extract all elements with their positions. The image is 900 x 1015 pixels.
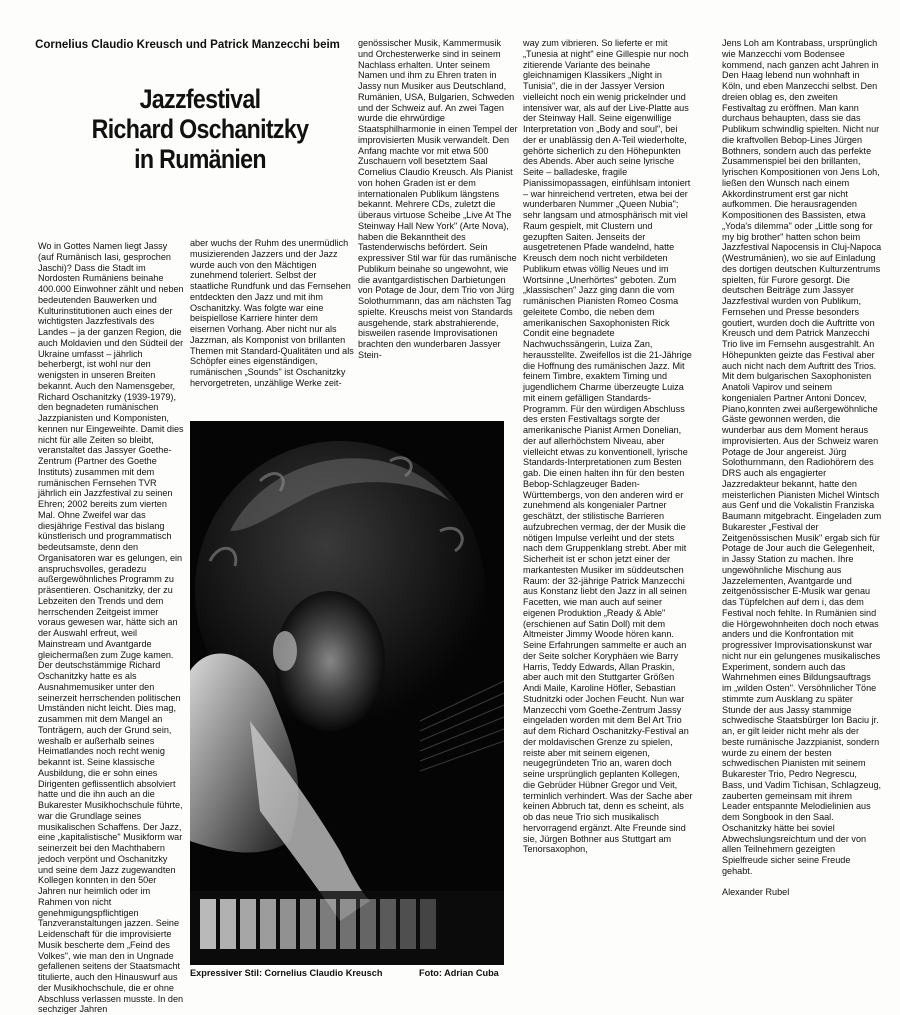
photo-credit: Foto: Adrian Cuba (419, 968, 499, 978)
photo-ear (273, 631, 297, 671)
article-column-1 (38, 241, 185, 1015)
author-signature: Alexander Rubel (722, 886, 790, 897)
headline-line: Richard Oschanitzky (91, 114, 309, 144)
paragraph: Wo in Gottes Namen liegt Jassy (auf Rumänisch Iasi, gesprochen Jaschi)? Dass die Stadt im Nordosten Rumäniens beinahe 400.000 Einwohner zählt und neben bedeutenden Bauwerken und Kulturinstitutionen auch eines der wichtigsten Jazzfestivals des Landes – ja der ganzen Region, die auch Moldavien und den Südteil der Ukraine umfasst – jährlich beherbergt, ist wohl nur den wenigsten in unseren Breiten bekannt. Auch den Namensgeber, Richard Oschanitzky (1939-1979), den begnadeten rumänischen Jazzpianisten und Komponisten, kennen nur Eingeweihte. Damit dies nicht für alle Zeiten so bleibt, veranstaltet das Jassyer Goethe-Zentrum (Partner des Goethe Instituts) zusammen mit dem rumänischen Fernsehen TVR jährlich ein Jazzfestival zu seinen Ehren; 2002 bereits zum vierten Mal. Ohne Zweifel war das diesjährige Festival das bislang künstlerisch und programmatisch bedeutsamste, denn den Organisatoren war es gelungen, ein anspruchsvolles, geradezu außergewöhnliches Programm zu präsentieren. Oschanitzky, der zu Lebzeiten den Trends und dem herrschenden Zeitgeist immer voraus gewesen war, hätte sich an der Auswahl erfreut, weil Mainstream und Avantgarde gleichermaßen zum Zuge kamen. Der deutschstämmige Richard Oschanitzky hatte es als Ausnahmemusiker unter den seinerzeit herrschenden politischen Umständen nicht leicht. Dies mag, zusammen mit dem Mangel an Tonträgern, auch der Grund sein, weshalb er außerhalb seines Heimatlandes noch recht wenig bekannt ist. Seine klassische Ausbildung, die er sohn eines Dirigenten geflissentlich absolviert hatte und die ihn auch an die Bukarester Musikhochschule führte, war die Grundlage seines musikalischen Schaffens. Der Jazz, eine „kapitalistische" Musikform war seinerzeit bei den Machthabern jedoch verpönt und Oschanitzky und seine dem Jazz zugewandten Kollegen konnten in den 50er Jahren nur heimlich oder im Rahmen von nicht genehmigungspflichtigen Tanzveranstaltungen jazzen. Seine Leidenschaft für die improvisierte Musik bescherte dem „Feind des Volkes", wie man den in Ungnade gefallenen seitens der Staatsmacht titulierte, auch den Hinauswurf aus der Musikhochschule, die er ohne Abschluss verlassen musste. In den sechziger Jahren (38, 241, 184, 1015)
paragraph: Jens Loh am Kontrabass, ursprünglich wie Manzecchi vom Bodensee kommend, nach ganzen acht Jahren in Den Haag lebend nun wohnhaft in Köln, und eben Manzecchi selbst. Den dreien oblag es, den zweiten Festivaltag zu eröffnen. Man kann durchaus behaupten, dass sie das Publikum schwindlig spielten. Nicht nur die kraftvollen Bebop-Lines Jürgen Bothners, sondern auch das perfekte Zusammenspiel bei den brillanten, lyrischen Kompositionen von Jens Loh, ließen den Wunsch nach einem Akkordinstrument erst gar nicht aufkommen. Die herausragenden Kompositionen des Bassisten, etwa „Yoda's dilemma" oder „Little song for my big brother" hatten schon beim Jazzfestival Napocensis in Cluj-Napoca (Westrumänien), wo sie auf Einladung des dortigen deutschen Kulturzentrums spielten, für Furore gesorgt. Die deutschen Beiträge zum Jassyer Jazzfestival wurden von Publikum, Fernsehen und Presse besonders goutiert, wurden doch die Auftritte von Kreusch und dem Patrick Manzecchi Trio live im Fernsehn ausgestrahlt. An Höhepunkten geizte das Festival aber auch nicht nach dem Auftritt des Trios. Mit dem bulgarischen Saxophonisten Anatoli Vapirov und seinem kongenialen Partner Antoni Doncev, Piano,konnten zwei außergewöhnliche Gäste gewonnen werden, die wunderbar aus dem Moment heraus improvisierten. Aus der Schweiz waren Potage de Jour angereist. Jürg Solothurnmann, den Radiohörern des DRS auch als engagierter Jazzredakteur bekannt, hatte den meisterlichen Pianisten Michel Wintsch aus Genf und die Vokalistin Franziska Baumann mitgebracht. Eingeladen zum Bukarester „Festival der Zeitgenössischen Musik" ergab sich für Potage de Jour auch die Gelegenheit, in Jassy Station zu machen. Ihre ungewöhnliche Mischung aus Jazzelementen, Avantgarde und zeitgenössischer E-Musik war genau das Tüpfelchen auf dem i, das dem Festival noch fehlte. In Rumänien sind die Hörgewohnheiten doch noch etwas anders und die Konfrontation mit progressiver Improvisationskunst war nicht nur ein gelungenes musikalisches Experiment, sondern auch das Wahrnehmen eines Bildungsauftrags im „wilden Osten". Versöhnlicher Töne stimmte zum Ausklang zu später Stunde der aus Jassy stammige schwedische Staatsbürger Ion Baciu jr. an, er gilt leider nicht mehr als der beste rumänische Jazzpianist, sondern wurde zu einem der besten schwedischen Pianisten mit seinem Bukarester Trio, Pedro Negrescu, Bass, und Vadim Tichisan, Schlagzeug, zauberten gemeinsam mit ihrem Leader entspannte Melodielinien aus dem Songbook in den Saal. Oschanitzky hätte bei soviel Abwechslungsreichtum und der von allen Teilnehmern gezeigten Spielfreude sicher seine Freude gehabt. (722, 38, 882, 876)
pianist-photo-image (190, 421, 504, 965)
paragraph: way zum vibrieren. So lieferte er mit „Tunesia at night" eine Gillespie nur noch zitierende Variante des beinahe gleichnamigen Klassikers „Night in Tunisia", die in der Jassyer Version vielleicht noch ein wenig prickelnder und intensiver war, als auf der Live-Platte aus der Steinway Hall. Seine eigenwillige Interpretation von „Body and soul", bei der er unablässig den A-Teil wiederholte, gehörte sicherlich zu den Höhepunkten des Abends. Aber auch seine lyrische Seite – balladeske, fragile Pianissimopassagen, einfühlsam intoniert – war hinreichend vertreten, etwa bei der wunderbaren Nummer „Queen Nubia"; sehr langsam und atmosphärisch mit viel Raum gespielt, mit Clustern und gezupften Saiten. Jenseits der ausgetretenen Pfade wandelnd, hatte Kreusch dem noch nicht verbildeten Publikum etwas völlig Neues und im Wortsinne „Unerhörtes" geboten. Zum „klassischen" Jazz ging dann die vom rumänischen Pianisten Romeo Cosma geleitete Combo, die neben dem amerikanischen Saxophonisten Rick Condit eine begnadete Nachwuchssängerin, Luiza Zan, herausstellte. Zweifellos ist die 21-Jährige die Hoffnung des rumänischen Jazz. Mit feinem Timbre, exaktem Timing und jugendlichem Charme überzeugte Luiza mit einem gefälligen Standards-Programm. Für den würdigen Abschluss des ersten Festivaltags sorgte der amerikanische Pianist Armen Donelian, der auf allerhöchstem Niveau, aber vielleicht etwas zu konventionell, lyrische Standards-Interpretationen zum Besten gab. Die einen halten ihn für den besten Bebop-Schlagzeuger Baden-Württembergs, von den anderen wird er zunehmend als kongenialer Partner geschätzt, der stilistische Barrieren aufzubrechen vermag, der der Musik die nötigen Impulse verleiht und der stets nach dem Gruppenklang strebt. Aber mit Sicherheit ist er schon jetzt einer der markantesten Musiker im süddeutschen Raum: der 32-jährige Patrick Manzecchi aus Konstanz liebt den Jazz in all seinen Facetten, wie man auch auf seiner eigenen Produktion „Ready & Able" (erschienen auf Satin Doll) mit dem Altmeister Jimmy Woode hören kann. Seine Erfahrungen sammelte er auch an der Seite solcher Koryphäen wie Barry Harris, Teddy Edwards, Allan Praskin, aber auch mit den Stuttgarter Größen Andi Maile, Karoline Höfler, Sebastian Studnitzki oder Jochen Feucht. Nun war Manzecchi vom Goethe-Zentrum Jassy eingeladen worden mit dem Bel Art Trio auf dem Richard Oschanitzky-Festival an der moldavischen Grenze zu spielen, reiste aber mit seinem eigenen, neugegründeten Trio an, waren doch seine ursprünglich geplanten Kollegen, die Gebrüder Hübner Gregor und Veit, terminlich verhindert. Was der Sache aber keinen Abbruch tat, denn es scheint, als ob das neue Trio sich musikalisch hervorragend ergänzt. Alte Freunde sind sie, Jürgen Bothner aus Stuttgart am Tenorsaxophon, (523, 38, 693, 855)
photo-caption (190, 968, 520, 979)
article-column-2 (190, 238, 355, 420)
headline (62, 84, 337, 174)
byline: Cornelius Claudio Kreusch und Patrick Manzecchi beim (35, 39, 340, 51)
caption-text: Expressiver Stil: Cornelius Claudio Kreusch (190, 968, 383, 978)
article-column-4 (523, 38, 693, 990)
pianist-photo (190, 421, 504, 965)
paragraph: aber wuchs der Ruhm des unermüdlich musizierenden Jazzers und der Jazz wurde auch von den Mächtigen zunehmend toleriert. Selbst der staatliche Rundfunk und das Fernsehen entdeckten den Jazz und mit ihm Oschanitzky. Was folgte war eine beispiellose Karriere hinter dem eisernen Vorhang. Aber nicht nur als Jazzman, als Komponist von brillanten Themen mit Standard-Qualitäten und als Schöpfer eines eigenständigen, rumänischen „Sounds" ist Oschanitzky hervorgetreten, unzählige Werke zeit- (190, 238, 354, 388)
headline-line: in Rumänien (134, 144, 266, 174)
paragraph: genössischer Musik, Kammermusik und Orchesterwerke sind in seinem Nachlass erhalten. Unter seinem Namen und ihm zu Ehren traten in Jassy nun Musiker aus Deutschland, Rumänien, USA, Bulgarien, Schweden und der Schweiz auf. An zwei Tagen wurde die ehrwürdige Staatsphilharmonie in einen Tempel der improvisierten Musik verwandelt. Den Anfang machte vor mit etwa 500 Zuschauern voll besetztem Saal Cornelius Claudio Kreusch. Als Pianist von hohen Graden ist er dem internationalen Publikum längstens bekannt. Mehrere CDs, zuletzt die überaus virtuose Scheibe „Live At The Steinway Hall New York" (Arte Nova), haben die Bekanntheit des Tastenderwischs befördert. Sein expressiver Stil war für das rumänische Publikum beinahe so ungewohnt, wie die avantgardistischen Darbietungen von Potage de Jour, dem Trio von Jürg Solothurnmann, das am nächsten Tag spielte. Kreuschs meist von Standards ausgehende, stark abstrahierende, bisweilen rasende Improvisationen brachten den wunderbaren Jassyer Stein- (358, 38, 518, 360)
photo-piano-keys (190, 891, 504, 965)
article-column-5 (722, 38, 882, 978)
article-column-3 (358, 38, 518, 418)
headline-line: Jazzfestival (139, 84, 261, 114)
